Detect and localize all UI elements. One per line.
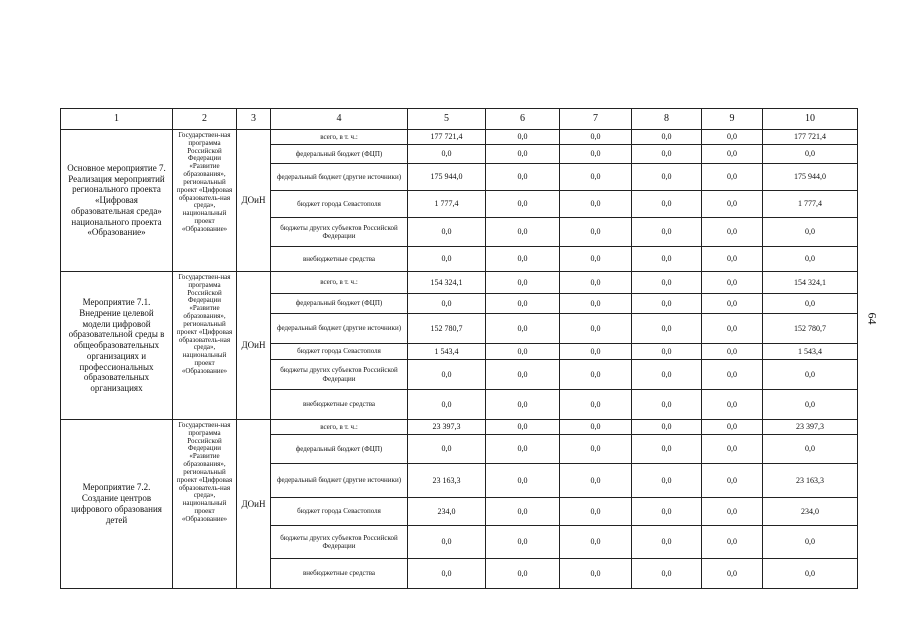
amount-cell: 0,0 — [702, 272, 763, 294]
funding-source: всего, в т. ч.: — [271, 420, 408, 435]
column-header: 5 — [408, 109, 486, 130]
event-name: Основное мероприятие 7. Реализация мероприятий регионального проекта «Цифровая образовательная среда» национального проекта «Образование» — [61, 130, 173, 272]
amount-cell: 0,0 — [763, 559, 858, 589]
amount-cell: 0,0 — [560, 191, 632, 218]
amount-cell: 0,0 — [632, 294, 702, 314]
amount-cell: 0,0 — [632, 435, 702, 464]
amount-cell: 0,0 — [632, 344, 702, 360]
amount-cell: 0,0 — [486, 435, 560, 464]
funding-source: бюджеты других субъектов Российской Федерации — [271, 360, 408, 390]
column-header: 4 — [271, 109, 408, 130]
column-header: 1 — [61, 109, 173, 130]
budget-table — [60, 108, 858, 589]
amount-cell: 0,0 — [702, 247, 763, 272]
funding-source: всего, в т. ч.: — [271, 272, 408, 294]
amount-cell: 23 163,3 — [408, 464, 486, 498]
amount-cell: 0,0 — [560, 294, 632, 314]
funding-source: бюджет города Севастополя — [271, 344, 408, 360]
amount-cell: 0,0 — [632, 272, 702, 294]
amount-cell: 0,0 — [560, 145, 632, 164]
amount-cell: 175 944,0 — [408, 164, 486, 191]
funding-source: бюджеты других субъектов Российской Федерации — [271, 526, 408, 559]
amount-cell: 0,0 — [702, 464, 763, 498]
amount-cell: 0,0 — [632, 314, 702, 344]
amount-cell: 0,0 — [486, 559, 560, 589]
amount-cell: 0,0 — [560, 360, 632, 390]
amount-cell: 0,0 — [486, 360, 560, 390]
amount-cell: 0,0 — [763, 294, 858, 314]
funding-source: федеральный бюджет (другие источники) — [271, 164, 408, 191]
funding-source: всего, в т. ч.: — [271, 130, 408, 145]
amount-cell: 0,0 — [763, 526, 858, 559]
amount-cell: 0,0 — [560, 390, 632, 420]
amount-cell: 175 944,0 — [763, 164, 858, 191]
amount-cell: 0,0 — [486, 145, 560, 164]
amount-cell: 0,0 — [702, 420, 763, 435]
amount-cell: 0,0 — [702, 218, 763, 247]
amount-cell: 0,0 — [408, 435, 486, 464]
funding-source: внебюджетные средства — [271, 247, 408, 272]
amount-cell: 0,0 — [560, 130, 632, 145]
amount-cell: 0,0 — [408, 145, 486, 164]
amount-cell: 0,0 — [486, 498, 560, 526]
amount-cell: 177 721,4 — [763, 130, 858, 145]
table-row — [61, 130, 858, 145]
amount-cell: 0,0 — [632, 130, 702, 145]
amount-cell: 0,0 — [486, 526, 560, 559]
amount-cell: 0,0 — [702, 164, 763, 191]
amount-cell: 23 397,3 — [763, 420, 858, 435]
amount-cell: 0,0 — [486, 390, 560, 420]
funding-source: федеральный бюджет (другие источники) — [271, 314, 408, 344]
amount-cell: 0,0 — [632, 164, 702, 191]
amount-cell: 0,0 — [486, 272, 560, 294]
funding-source: бюджет города Севастополя — [271, 498, 408, 526]
amount-cell: 0,0 — [486, 294, 560, 314]
amount-cell: 0,0 — [408, 247, 486, 272]
amount-cell: 0,0 — [560, 420, 632, 435]
amount-cell: 0,0 — [632, 526, 702, 559]
amount-cell: 0,0 — [702, 314, 763, 344]
program-name: Государствен-ная программа Российской Федерации «Развитие образования», региональный проект «Цифровая образователь-ная среда», национальный проект «Образование» — [173, 272, 237, 420]
amount-cell: 0,0 — [702, 390, 763, 420]
amount-cell: 0,0 — [763, 390, 858, 420]
amount-cell: 154 324,1 — [763, 272, 858, 294]
amount-cell: 0,0 — [560, 464, 632, 498]
event-name: Мероприятие 7.1. Внедрение целевой модели цифровой образовательной среды в общеобразовательных организациях и профессиональных образовательных организациях — [61, 272, 173, 420]
amount-cell: 23 163,3 — [763, 464, 858, 498]
column-header: 3 — [237, 109, 271, 130]
amount-cell: 0,0 — [486, 247, 560, 272]
amount-cell: 0,0 — [763, 218, 858, 247]
amount-cell: 0,0 — [408, 218, 486, 247]
amount-cell: 0,0 — [560, 498, 632, 526]
amount-cell: 0,0 — [702, 344, 763, 360]
amount-cell: 0,0 — [763, 145, 858, 164]
funding-source: бюджеты других субъектов Российской Федерации — [271, 218, 408, 247]
amount-cell: 0,0 — [560, 272, 632, 294]
amount-cell: 0,0 — [486, 130, 560, 145]
column-header: 8 — [632, 109, 702, 130]
amount-cell: 0,0 — [486, 464, 560, 498]
amount-cell: 1 543,4 — [763, 344, 858, 360]
executor: ДОиН — [237, 130, 271, 272]
amount-cell: 0,0 — [632, 559, 702, 589]
amount-cell: 234,0 — [763, 498, 858, 526]
amount-cell: 0,0 — [763, 247, 858, 272]
amount-cell: 0,0 — [560, 559, 632, 589]
amount-cell: 0,0 — [632, 464, 702, 498]
amount-cell: 0,0 — [560, 218, 632, 247]
amount-cell: 0,0 — [702, 145, 763, 164]
amount-cell: 0,0 — [486, 218, 560, 247]
amount-cell: 0,0 — [702, 294, 763, 314]
column-header: 2 — [173, 109, 237, 130]
executor: ДОиН — [237, 420, 271, 589]
amount-cell: 1 777,4 — [408, 191, 486, 218]
funding-source: федеральный бюджет (ФЦП) — [271, 435, 408, 464]
amount-cell: 0,0 — [408, 360, 486, 390]
amount-cell: 0,0 — [763, 435, 858, 464]
amount-cell: 0,0 — [408, 559, 486, 589]
amount-cell: 152 780,7 — [763, 314, 858, 344]
amount-cell: 1 543,4 — [408, 344, 486, 360]
amount-cell: 152 780,7 — [408, 314, 486, 344]
amount-cell: 0,0 — [560, 314, 632, 344]
funding-source: внебюджетные средства — [271, 390, 408, 420]
amount-cell: 0,0 — [560, 164, 632, 191]
amount-cell: 0,0 — [632, 498, 702, 526]
amount-cell: 0,0 — [763, 360, 858, 390]
table-body — [61, 109, 858, 589]
amount-cell: 0,0 — [486, 344, 560, 360]
amount-cell: 0,0 — [632, 390, 702, 420]
funding-source: федеральный бюджет (ФЦП) — [271, 294, 408, 314]
event-name: Мероприятие 7.2. Создание центров цифрового образования детей — [61, 420, 173, 589]
executor: ДОиН — [237, 272, 271, 420]
amount-cell: 0,0 — [560, 247, 632, 272]
amount-cell: 0,0 — [486, 314, 560, 344]
amount-cell: 1 777,4 — [763, 191, 858, 218]
amount-cell: 0,0 — [702, 435, 763, 464]
funding-source: бюджет города Севастополя — [271, 191, 408, 218]
amount-cell: 0,0 — [486, 164, 560, 191]
column-header: 7 — [560, 109, 632, 130]
amount-cell: 0,0 — [702, 498, 763, 526]
amount-cell: 177 721,4 — [408, 130, 486, 145]
amount-cell: 23 397,3 — [408, 420, 486, 435]
amount-cell: 234,0 — [408, 498, 486, 526]
amount-cell: 0,0 — [702, 559, 763, 589]
header-row — [61, 109, 858, 130]
amount-cell: 0,0 — [560, 526, 632, 559]
program-name: Государствен-ная программа Российской Федерации «Развитие образования», региональный проект «Цифровая образователь-ная среда», национальный проект «Образование» — [173, 420, 237, 589]
amount-cell: 0,0 — [702, 360, 763, 390]
amount-cell: 0,0 — [632, 145, 702, 164]
funding-source: федеральный бюджет (другие источники) — [271, 464, 408, 498]
program-name: Государствен-ная программа Российской Федерации «Развитие образования», региональный проект «Цифровая образователь-ная среда», национальный проект «Образование» — [173, 130, 237, 272]
amount-cell: 0,0 — [632, 247, 702, 272]
amount-cell: 0,0 — [408, 526, 486, 559]
column-header: 9 — [702, 109, 763, 130]
page-number: 64 — [865, 312, 880, 325]
amount-cell: 0,0 — [408, 294, 486, 314]
column-header: 10 — [763, 109, 858, 130]
amount-cell: 0,0 — [408, 390, 486, 420]
amount-cell: 0,0 — [632, 218, 702, 247]
amount-cell: 0,0 — [632, 420, 702, 435]
amount-cell: 0,0 — [702, 191, 763, 218]
table-row — [61, 420, 858, 435]
amount-cell: 0,0 — [560, 435, 632, 464]
amount-cell: 0,0 — [486, 191, 560, 218]
amount-cell: 154 324,1 — [408, 272, 486, 294]
amount-cell: 0,0 — [702, 526, 763, 559]
amount-cell: 0,0 — [632, 191, 702, 218]
amount-cell: 0,0 — [632, 360, 702, 390]
amount-cell: 0,0 — [486, 420, 560, 435]
amount-cell: 0,0 — [560, 344, 632, 360]
amount-cell: 0,0 — [702, 130, 763, 145]
table-row — [61, 272, 858, 294]
funding-source: внебюджетные средства — [271, 559, 408, 589]
column-header: 6 — [486, 109, 560, 130]
funding-source: федеральный бюджет (ФЦП) — [271, 145, 408, 164]
